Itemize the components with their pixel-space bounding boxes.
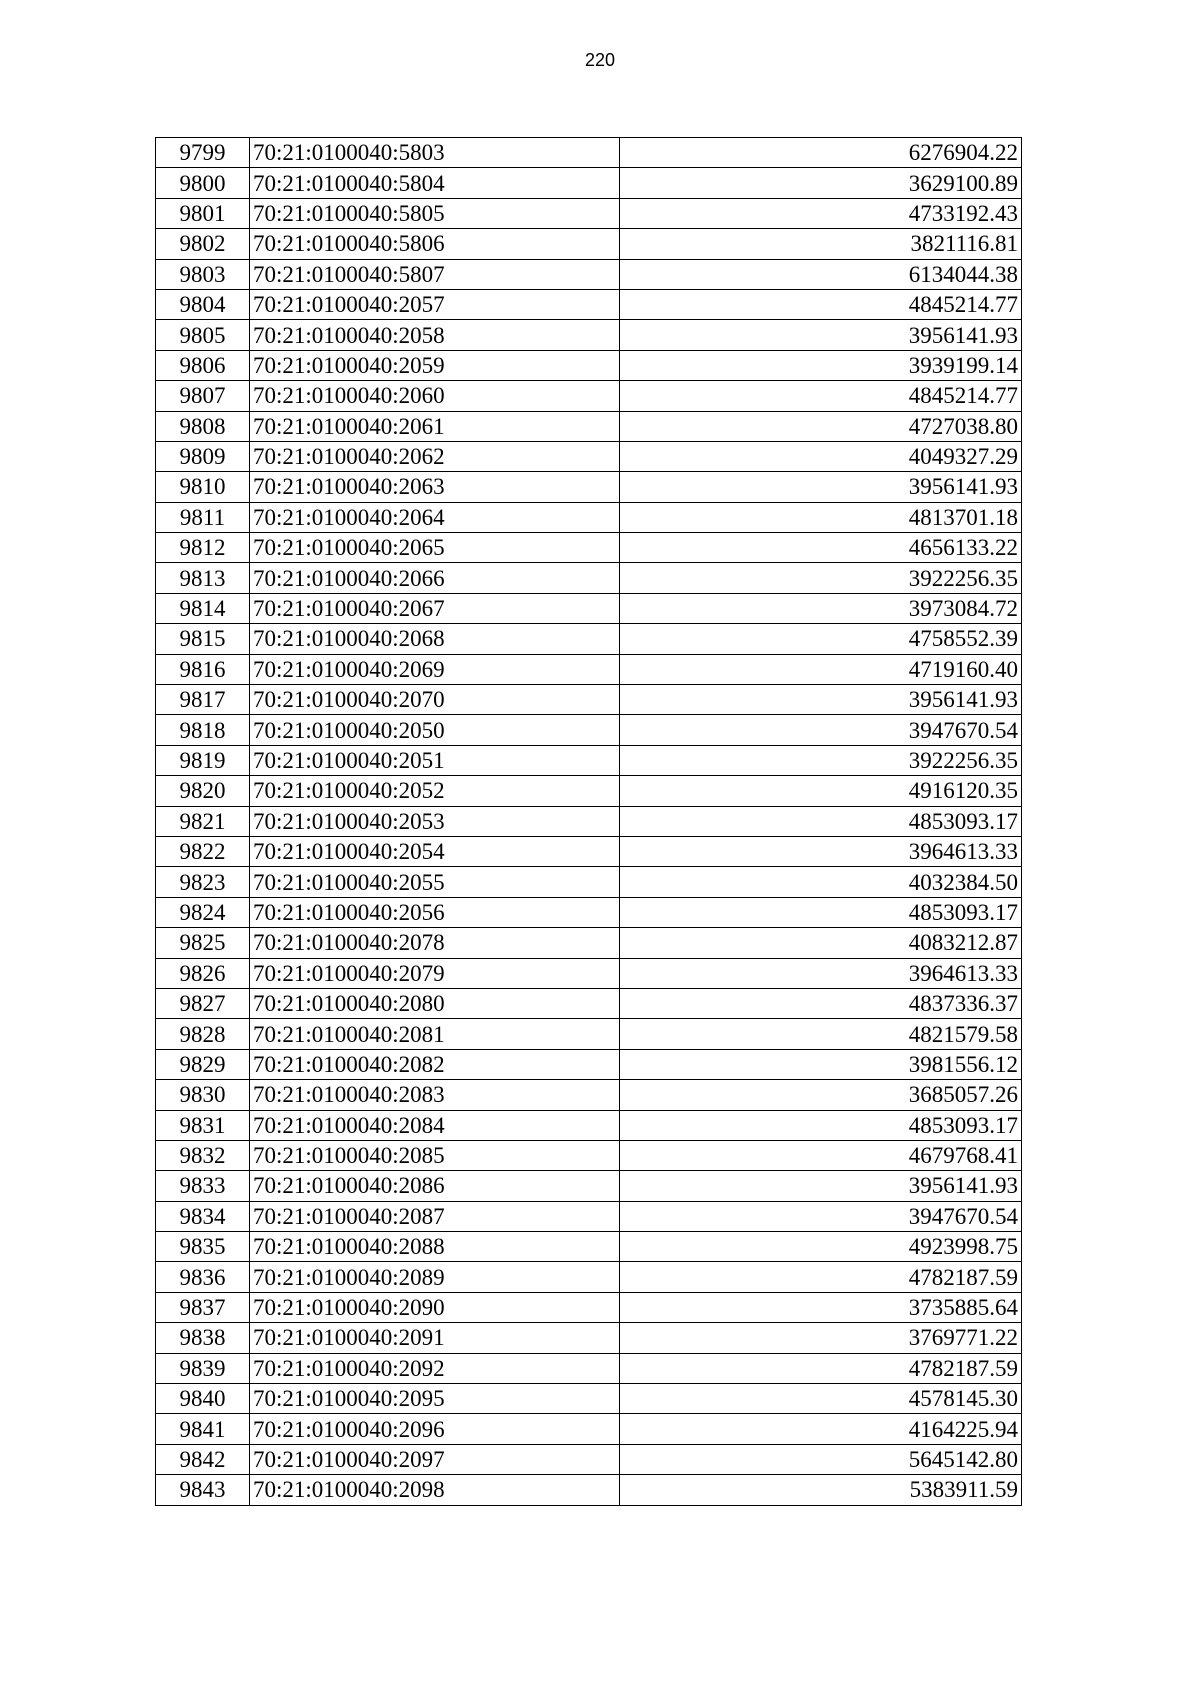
cadastral-number-cell: 70:21:0100040:2065 (250, 533, 620, 563)
cadastral-number-cell: 70:21:0100040:2091 (250, 1323, 620, 1353)
table-row (156, 502, 1022, 532)
row-number-cell: 9838 (156, 1323, 250, 1353)
row-number-cell: 9804 (156, 289, 250, 319)
cadastral-number-cell: 70:21:0100040:2056 (250, 897, 620, 927)
cadastral-value-cell: 4845214.77 (620, 289, 1022, 319)
cadastral-number-cell: 70:21:0100040:2068 (250, 624, 620, 654)
row-number-cell: 9830 (156, 1080, 250, 1110)
cadastral-value-cell: 4727038.80 (620, 411, 1022, 441)
row-number-cell: 9811 (156, 502, 250, 532)
cadastral-number-cell: 70:21:0100040:2079 (250, 958, 620, 988)
cadastral-number-cell: 70:21:0100040:5804 (250, 168, 620, 198)
table-row (156, 806, 1022, 836)
cadastral-value-cell: 3922256.35 (620, 745, 1022, 775)
cadastral-number-cell: 70:21:0100040:2080 (250, 988, 620, 1018)
cadastral-number-cell: 70:21:0100040:5806 (250, 229, 620, 259)
cadastral-number-cell: 70:21:0100040:2086 (250, 1171, 620, 1201)
table-row (156, 1049, 1022, 1079)
table-row (156, 381, 1022, 411)
cadastral-number-cell: 70:21:0100040:2090 (250, 1292, 620, 1322)
row-number-cell: 9831 (156, 1110, 250, 1140)
row-number-cell: 9828 (156, 1019, 250, 1049)
cadastral-number-cell: 70:21:0100040:2084 (250, 1110, 620, 1140)
cadastral-value-cell: 4049327.29 (620, 441, 1022, 471)
table-row (156, 958, 1022, 988)
cadastral-value-cell: 4083212.87 (620, 928, 1022, 958)
row-number-cell: 9824 (156, 897, 250, 927)
table-row (156, 593, 1022, 623)
cadastral-number-cell: 70:21:0100040:2062 (250, 441, 620, 471)
row-number-cell: 9819 (156, 745, 250, 775)
cadastral-value-cell: 4733192.43 (620, 198, 1022, 228)
table-row (156, 441, 1022, 471)
row-number-cell: 9800 (156, 168, 250, 198)
cadastral-number-cell: 70:21:0100040:2089 (250, 1262, 620, 1292)
row-number-cell: 9834 (156, 1201, 250, 1231)
cadastral-number-cell: 70:21:0100040:2092 (250, 1353, 620, 1383)
table-row (156, 928, 1022, 958)
cadastral-value-cell: 5645142.80 (620, 1444, 1022, 1474)
cadastral-value-cell: 4813701.18 (620, 502, 1022, 532)
cadastral-number-cell: 70:21:0100040:2061 (250, 411, 620, 441)
row-number-cell: 9832 (156, 1140, 250, 1170)
table-row (156, 624, 1022, 654)
cadastral-number-cell: 70:21:0100040:2098 (250, 1475, 620, 1505)
table-row (156, 988, 1022, 1018)
cadastral-number-cell: 70:21:0100040:2066 (250, 563, 620, 593)
cadastral-number-cell: 70:21:0100040:2070 (250, 685, 620, 715)
cadastral-number-cell: 70:21:0100040:2059 (250, 350, 620, 380)
cadastral-value-table (155, 137, 1022, 1506)
row-number-cell: 9820 (156, 776, 250, 806)
cadastral-value-cell: 3685057.26 (620, 1080, 1022, 1110)
table-row (156, 1232, 1022, 1262)
cadastral-value-cell: 4845214.77 (620, 381, 1022, 411)
row-number-cell: 9810 (156, 472, 250, 502)
row-number-cell: 9841 (156, 1414, 250, 1444)
row-number-cell: 9837 (156, 1292, 250, 1322)
row-number-cell: 9839 (156, 1353, 250, 1383)
table-row (156, 1019, 1022, 1049)
table-row (156, 1080, 1022, 1110)
cadastral-value-cell: 3973084.72 (620, 593, 1022, 623)
table-row (156, 836, 1022, 866)
cadastral-number-cell: 70:21:0100040:2063 (250, 472, 620, 502)
table-row (156, 715, 1022, 745)
cadastral-number-cell: 70:21:0100040:2095 (250, 1384, 620, 1414)
row-number-cell: 9799 (156, 138, 250, 168)
table-row (156, 198, 1022, 228)
cadastral-number-cell: 70:21:0100040:5807 (250, 259, 620, 289)
cadastral-number-cell: 70:21:0100040:2096 (250, 1414, 620, 1444)
cadastral-number-cell: 70:21:0100040:2053 (250, 806, 620, 836)
cadastral-value-cell: 4916120.35 (620, 776, 1022, 806)
cadastral-number-cell: 70:21:0100040:2054 (250, 836, 620, 866)
cadastral-value-cell: 4782187.59 (620, 1262, 1022, 1292)
row-number-cell: 9812 (156, 533, 250, 563)
cadastral-number-cell: 70:21:0100040:2097 (250, 1444, 620, 1474)
row-number-cell: 9816 (156, 654, 250, 684)
table-row (156, 1444, 1022, 1474)
cadastral-value-cell: 4782187.59 (620, 1353, 1022, 1383)
row-number-cell: 9801 (156, 198, 250, 228)
cadastral-value-cell: 4853093.17 (620, 1110, 1022, 1140)
cadastral-number-cell: 70:21:0100040:2055 (250, 867, 620, 897)
cadastral-value-cell: 4853093.17 (620, 806, 1022, 836)
cadastral-value-cell: 4758552.39 (620, 624, 1022, 654)
table-row (156, 229, 1022, 259)
row-number-cell: 9808 (156, 411, 250, 441)
row-number-cell: 9813 (156, 563, 250, 593)
cadastral-value-cell: 4656133.22 (620, 533, 1022, 563)
table-row (156, 1414, 1022, 1444)
row-number-cell: 9805 (156, 320, 250, 350)
row-number-cell: 9802 (156, 229, 250, 259)
row-number-cell: 9807 (156, 381, 250, 411)
cadastral-value-cell: 4821579.58 (620, 1019, 1022, 1049)
cadastral-number-cell: 70:21:0100040:2064 (250, 502, 620, 532)
table-row (156, 685, 1022, 715)
row-number-cell: 9833 (156, 1171, 250, 1201)
cadastral-number-cell: 70:21:0100040:2067 (250, 593, 620, 623)
cadastral-value-cell: 3956141.93 (620, 472, 1022, 502)
table-row (156, 745, 1022, 775)
table-row (156, 776, 1022, 806)
cadastral-value-cell: 4719160.40 (620, 654, 1022, 684)
cadastral-value-cell: 3735885.64 (620, 1292, 1022, 1322)
row-number-cell: 9840 (156, 1384, 250, 1414)
cadastral-value-cell: 3769771.22 (620, 1323, 1022, 1353)
row-number-cell: 9818 (156, 715, 250, 745)
row-number-cell: 9815 (156, 624, 250, 654)
cadastral-value-cell: 3821116.81 (620, 229, 1022, 259)
row-number-cell: 9836 (156, 1262, 250, 1292)
row-number-cell: 9829 (156, 1049, 250, 1079)
cadastral-number-cell: 70:21:0100040:5803 (250, 138, 620, 168)
table-body (156, 138, 1022, 1506)
table-row (156, 897, 1022, 927)
table-row (156, 138, 1022, 168)
row-number-cell: 9803 (156, 259, 250, 289)
table-row (156, 168, 1022, 198)
row-number-cell: 9806 (156, 350, 250, 380)
cadastral-value-cell: 3939199.14 (620, 350, 1022, 380)
cadastral-number-cell: 70:21:0100040:2082 (250, 1049, 620, 1079)
row-number-cell: 9842 (156, 1444, 250, 1474)
cadastral-value-cell: 4679768.41 (620, 1140, 1022, 1170)
table-row (156, 1384, 1022, 1414)
cadastral-number-cell: 70:21:0100040:2050 (250, 715, 620, 745)
cadastral-value-cell: 3947670.54 (620, 715, 1022, 745)
row-number-cell: 9814 (156, 593, 250, 623)
row-number-cell: 9821 (156, 806, 250, 836)
cadastral-number-cell: 70:21:0100040:2058 (250, 320, 620, 350)
table-row (156, 1110, 1022, 1140)
cadastral-number-cell: 70:21:0100040:2060 (250, 381, 620, 411)
cadastral-value-cell: 6276904.22 (620, 138, 1022, 168)
table-row (156, 1323, 1022, 1353)
cadastral-value-cell: 4853093.17 (620, 897, 1022, 927)
table-row (156, 472, 1022, 502)
table-row (156, 1262, 1022, 1292)
table-row (156, 411, 1022, 441)
cadastral-value-cell: 3956141.93 (620, 320, 1022, 350)
table-row (156, 654, 1022, 684)
cadastral-number-cell: 70:21:0100040:2081 (250, 1019, 620, 1049)
cadastral-value-cell: 3981556.12 (620, 1049, 1022, 1079)
table-row (156, 1292, 1022, 1322)
table-row (156, 533, 1022, 563)
cadastral-number-cell: 70:21:0100040:2069 (250, 654, 620, 684)
table-row (156, 1140, 1022, 1170)
cadastral-number-cell: 70:21:0100040:2088 (250, 1232, 620, 1262)
row-number-cell: 9826 (156, 958, 250, 988)
table-row (156, 1353, 1022, 1383)
cadastral-number-cell: 70:21:0100040:2087 (250, 1201, 620, 1231)
table-row (156, 350, 1022, 380)
table-row (156, 259, 1022, 289)
cadastral-value-cell: 3956141.93 (620, 1171, 1022, 1201)
row-number-cell: 9822 (156, 836, 250, 866)
cadastral-value-cell: 4164225.94 (620, 1414, 1022, 1444)
cadastral-number-cell: 70:21:0100040:2057 (250, 289, 620, 319)
row-number-cell: 9827 (156, 988, 250, 1018)
row-number-cell: 9835 (156, 1232, 250, 1262)
cadastral-value-cell: 3629100.89 (620, 168, 1022, 198)
table-row (156, 1171, 1022, 1201)
table-row (156, 867, 1022, 897)
row-number-cell: 9843 (156, 1475, 250, 1505)
cadastral-value-cell: 5383911.59 (620, 1475, 1022, 1505)
cadastral-value-cell: 3956141.93 (620, 685, 1022, 715)
cadastral-number-cell: 70:21:0100040:5805 (250, 198, 620, 228)
cadastral-value-cell: 3947670.54 (620, 1201, 1022, 1231)
cadastral-number-cell: 70:21:0100040:2052 (250, 776, 620, 806)
row-number-cell: 9823 (156, 867, 250, 897)
cadastral-number-cell: 70:21:0100040:2085 (250, 1140, 620, 1170)
cadastral-number-cell: 70:21:0100040:2078 (250, 928, 620, 958)
cadastral-number-cell: 70:21:0100040:2083 (250, 1080, 620, 1110)
table-row (156, 563, 1022, 593)
cadastral-value-cell: 6134044.38 (620, 259, 1022, 289)
cadastral-value-cell: 4578145.30 (620, 1384, 1022, 1414)
row-number-cell: 9825 (156, 928, 250, 958)
page-number: 220 (584, 50, 616, 70)
cadastral-value-cell: 3922256.35 (620, 563, 1022, 593)
table-row (156, 1201, 1022, 1231)
cadastral-value-cell: 4837336.37 (620, 988, 1022, 1018)
cadastral-value-cell: 4923998.75 (620, 1232, 1022, 1262)
row-number-cell: 9817 (156, 685, 250, 715)
cadastral-value-cell: 3964613.33 (620, 836, 1022, 866)
table-row (156, 320, 1022, 350)
table-row (156, 1475, 1022, 1505)
cadastral-number-cell: 70:21:0100040:2051 (250, 745, 620, 775)
table-row (156, 289, 1022, 319)
cadastral-value-cell: 4032384.50 (620, 867, 1022, 897)
row-number-cell: 9809 (156, 441, 250, 471)
cadastral-value-cell: 3964613.33 (620, 958, 1022, 988)
